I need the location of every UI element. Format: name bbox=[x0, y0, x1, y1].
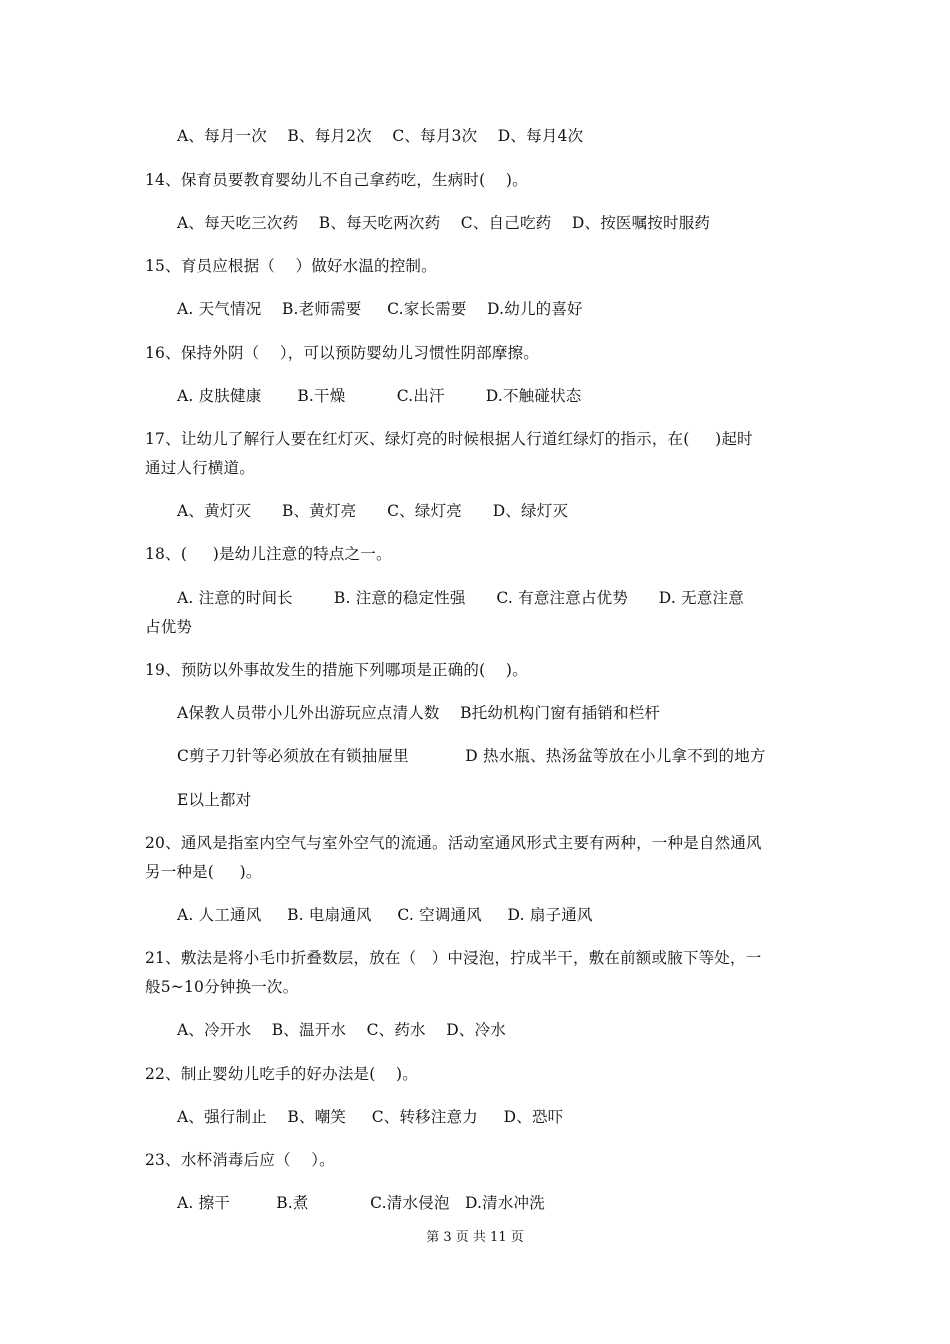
q17-question-line1: 17、让幼儿了解行人要在红灯灭、绿灯亮的时候根据人行道红绿灯的指示，在( )起时 bbox=[145, 430, 753, 448]
q23-question: 23、水杯消毒后应（ ）。 bbox=[145, 1151, 335, 1169]
page-footer: 第 3 页 共 11 页 bbox=[426, 1230, 524, 1245]
q23-options: A. 擦干 B.煮 C.清水侵泡 D.清水冲洗 bbox=[177, 1194, 545, 1212]
q14-question: 14、保育员要教育婴幼儿不自己拿药吃，生病时( )。 bbox=[145, 171, 528, 189]
q17-options: A、黄灯灭 B、黄灯亮 C、绿灯亮 D、绿灯灭 bbox=[177, 502, 569, 520]
q14-options: A、每天吃三次药 B、每天吃两次药 C、自己吃药 D、按医嘱按时服药 bbox=[177, 214, 711, 232]
q20-options: A. 人工通风 B. 电扇通风 C. 空调通风 D. 扇子通风 bbox=[177, 906, 593, 924]
q16-question: 16、保持外阴（ ），可以预防婴幼儿习惯性阴部摩擦。 bbox=[145, 344, 539, 362]
q13-options: A、每月一次 B、每月2次 C、每月3次 D、每月4次 bbox=[177, 127, 584, 145]
q19-option-ab: A保教人员带小儿外出游玩应点清人数 B托幼机构门窗有插销和栏杆 bbox=[177, 704, 661, 722]
q18-options-line1: A. 注意的时间长 B. 注意的稳定性强 C. 有意注意占优势 D. 无意注意 bbox=[177, 589, 744, 607]
q21-options: A、冷开水 B、温开水 C、药水 D、冷水 bbox=[177, 1021, 506, 1039]
q21-question-line1: 21、敷法是将小毛巾折叠数层，放在（ ）中浸泡，拧成半干，敷在前额或腋下等处，一 bbox=[145, 949, 762, 967]
q22-options: A、强行制止 B、嘲笑 C、转移注意力 D、恐吓 bbox=[177, 1108, 564, 1126]
q19-option-e: E以上都对 bbox=[177, 791, 252, 809]
q19-option-cd: C剪子刀针等必须放在有锁抽屉里 D 热水瓶、热汤盆等放在小儿拿不到的地方 bbox=[177, 747, 766, 765]
q18-options-line2: 占优势 bbox=[145, 618, 193, 636]
q15-options: A. 天气情况 B.老师需要 C.家长需要 D.幼儿的喜好 bbox=[177, 300, 583, 318]
q22-question: 22、制止婴幼儿吃手的好办法是( )。 bbox=[145, 1065, 418, 1083]
q19-question: 19、预防以外事故发生的措施下列哪项是正确的( )。 bbox=[145, 661, 528, 679]
q20-question-line2: 另一种是( )。 bbox=[145, 863, 262, 881]
q21-question-line2: 般5~10分钟换一次。 bbox=[145, 978, 299, 996]
q16-options: A. 皮肤健康 B.干燥 C.出汗 D.不触碰状态 bbox=[177, 387, 582, 405]
q17-question-line2: 通过人行横道。 bbox=[145, 459, 255, 477]
q15-question: 15、育员应根据（ ）做好水温的控制。 bbox=[145, 257, 437, 275]
q18-question: 18、( )是幼儿注意的特点之一。 bbox=[145, 545, 392, 563]
q20-question-line1: 20、通风是指室内空气与室外空气的流通。活动室通风形式主要有两种，一种是自然通风 bbox=[145, 834, 762, 852]
